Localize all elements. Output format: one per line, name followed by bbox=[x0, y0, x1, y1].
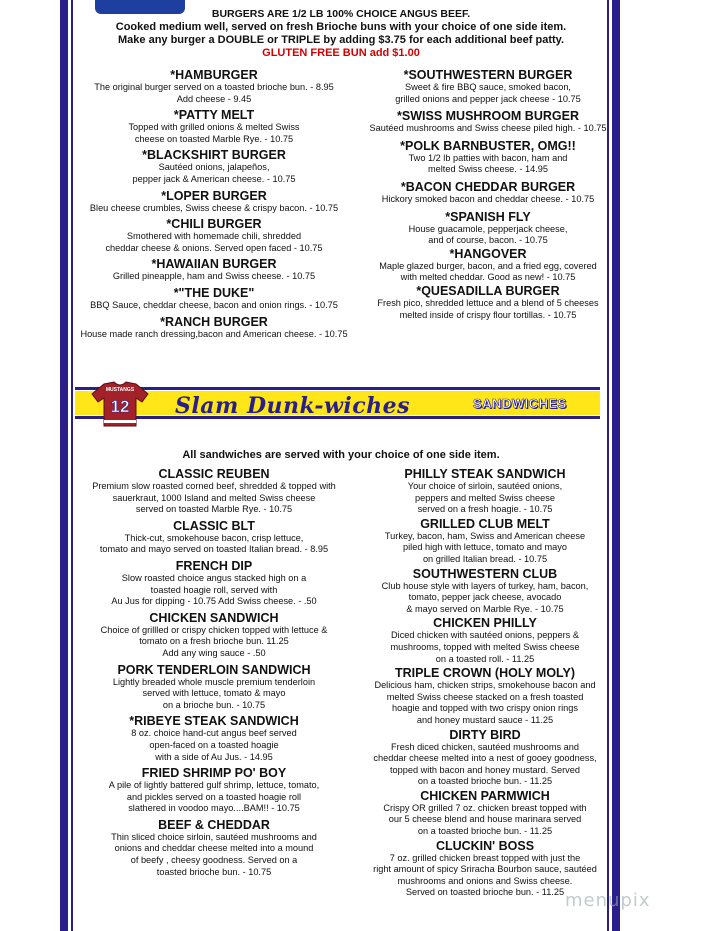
menu-item bbox=[360, 567, 610, 616]
menu-item-description: pepper jack & American cheese. - 10.75 bbox=[132, 173, 296, 184]
menu-item-title: *BACON CHEDDAR BURGER bbox=[400, 179, 576, 194]
menu-item-description: melted Swiss cheese. - 14.95 bbox=[427, 164, 548, 175]
menu-item-title: FRIED SHRIMP PO' BOY bbox=[141, 766, 287, 781]
menu-item-description: House made ranch dressing,bacon and American cheese. - 10.75 bbox=[80, 328, 348, 339]
menu-item-description: A pile of lightly battered gulf shrimp, lettuce, tomato, bbox=[108, 780, 320, 791]
menu-item-title: *HAWAIIAN BURGER bbox=[151, 257, 277, 272]
menu-item-title: FRENCH DIP bbox=[175, 558, 253, 573]
menu-item-description: 8 oz. choice hand-cut angus beef served bbox=[131, 728, 297, 739]
menu-item-description: served with lettuce, tomato & mayo bbox=[142, 688, 286, 699]
menu-item-description: on a toasted roll. - 11.25 bbox=[435, 653, 535, 664]
sandwiches-right-column bbox=[360, 467, 610, 899]
intro-line-2: Cooked medium well, served on fresh Brioche buns with your choice of one side item. bbox=[115, 21, 567, 33]
menu-item-title: *RANCH BURGER bbox=[160, 314, 268, 329]
menu-item bbox=[75, 148, 353, 185]
menu-item-description: Diced chicken with sautéed onions, peppers & bbox=[391, 630, 579, 641]
menu-item-description: BBQ Sauce, cheddar cheese, bacon and onion rings. - 10.75 bbox=[90, 299, 338, 310]
menu-item-description: Lightly breaded whole muscle premium tenderloin bbox=[112, 676, 316, 687]
menu-item-description: Sweet & fire BBQ sauce, smoked bacon, bbox=[405, 82, 571, 92]
menu-item bbox=[368, 180, 608, 206]
menu-item-description: topped with bacon and honey mustard. Served bbox=[390, 764, 580, 775]
menu-item-description: Sautéed onions, jalapeños, bbox=[158, 162, 270, 173]
menu-item-description: Club house style with layers of turkey, ham, bacon, bbox=[381, 580, 589, 591]
menu-item-description: mushrooms, topped with melted Swiss cheese bbox=[390, 641, 580, 652]
menu-item bbox=[75, 257, 353, 283]
menu-item-description: The original burger served on a toasted brioche bun. - 8.95 bbox=[94, 82, 334, 92]
menu-item-title: CLUCKIN' BOSS bbox=[435, 838, 535, 853]
menu-item-description: and of course, bacon. - 10.75 bbox=[428, 235, 548, 246]
menu-item-title: CHICKEN PHILLY bbox=[433, 616, 537, 631]
menu-item-description: tomato on a fresh brioche bun. 11.25 bbox=[139, 636, 289, 647]
menu-item bbox=[360, 789, 610, 838]
menu-item-description: on grilled Italian bread. - 10.75 bbox=[422, 553, 548, 564]
menu-item-description: Add cheese - 9.45 bbox=[176, 93, 252, 104]
menu-item-description: Crispy OR grilled 7 oz. chicken breast topped with bbox=[383, 802, 587, 813]
menu-item-description: on a brioche bun. - 10.75 bbox=[162, 699, 266, 710]
menu-item-description: Grilled pineapple, ham and Swiss cheese. - 10.75 bbox=[112, 271, 316, 282]
menu-item bbox=[75, 189, 353, 215]
menu-item-description: of beefy , cheesy goodness. Served on a bbox=[130, 855, 298, 866]
menu-item-title: *BLACKSHIRT BURGER bbox=[142, 148, 286, 163]
menu-item-description: Sautéed mushrooms and Swiss cheese piled high. - 10.75 bbox=[369, 123, 607, 134]
banner-script-title: Slam Dunk-wiches bbox=[175, 393, 411, 419]
menu-item bbox=[75, 108, 353, 145]
menu-item bbox=[75, 519, 353, 556]
menu-item bbox=[360, 666, 610, 726]
menu-item-description: peppers and melted Swiss cheese bbox=[415, 492, 555, 503]
menu-item bbox=[75, 559, 353, 608]
menu-item-title: *LOPER BURGER bbox=[161, 188, 267, 203]
burgers-left-column bbox=[75, 68, 353, 340]
menu-item-title: *SWISS MUSHROOM BURGER bbox=[397, 109, 579, 124]
menu-item-title: *"THE DUKE" bbox=[173, 285, 255, 300]
menu-item-description: Smothered with homemade chili, shredded bbox=[126, 231, 302, 242]
menu-item-title: CHICKEN SANDWICH bbox=[149, 610, 279, 625]
menu-item-description: Turkey, bacon, ham, Swiss and American cheese bbox=[384, 530, 586, 541]
menu-item-description: onions and cheddar cheese melted into a mound bbox=[114, 843, 314, 854]
menu-item-title: DIRTY BIRD bbox=[449, 727, 521, 742]
menu-item-description: tomato and mayo served on toasted Italian bread. - 8.95 bbox=[99, 544, 329, 555]
menu-item bbox=[75, 467, 353, 516]
menu-item bbox=[75, 766, 353, 815]
menu-item-description: toasted hoagie roll, served with bbox=[150, 584, 278, 595]
menu-item bbox=[75, 217, 353, 254]
menu-item bbox=[75, 663, 353, 712]
menu-item-title: CLASSIC REUBEN bbox=[158, 467, 270, 481]
menu-item-description: melted inside of crispy flour tortillas. - 10.75 bbox=[399, 309, 577, 320]
menu-item bbox=[75, 714, 353, 763]
menu-item-title: PHILLY STEAK SANDWICH bbox=[404, 467, 566, 481]
menu-item-title: *SOUTHWESTERN BURGER bbox=[403, 68, 573, 82]
menu-item-description: Slow roasted choice angus stacked high on a bbox=[121, 572, 307, 583]
menu-item-description: with melted cheddar. Good as new! - 10.75 bbox=[400, 272, 576, 283]
menu-item bbox=[368, 247, 608, 284]
menu-item-title: CLASSIC BLT bbox=[173, 518, 255, 533]
menu-item-description: toasted brioche bun. - 10.75 bbox=[156, 866, 272, 877]
menu-item bbox=[75, 818, 353, 878]
menu-item-description: Delicious ham, chicken strips, smokehouse bacon and bbox=[374, 680, 596, 691]
menu-item-description: served on a fresh hoagie. - 10.75 bbox=[417, 504, 553, 515]
menu-item-title: *HAMBURGER bbox=[170, 68, 258, 82]
menu-item-description: Served on toasted brioche bun. - 11.25 bbox=[405, 887, 565, 898]
menu-item bbox=[75, 68, 353, 105]
menu-item-description: piled high with lettuce, tomato and mayo bbox=[403, 542, 567, 553]
menu-item-description: cheddar cheese melted into a nest of gooey goodness, bbox=[373, 753, 597, 764]
sandwich-intro: All sandwiches are served with your choice of one side item. bbox=[182, 449, 500, 461]
watermark: menupix bbox=[565, 890, 651, 911]
jersey-number: 12 bbox=[110, 397, 130, 416]
menu-item-description: Fresh diced chicken, sautéed mushrooms and bbox=[391, 741, 579, 752]
menu-item-title: *CHILI BURGER bbox=[166, 217, 262, 232]
menu-item-description: with a side of Au Jus. - 14.95 bbox=[155, 751, 273, 762]
menu-item-description: Fresh pico, shredded lettuce and a blend of 5 cheeses bbox=[377, 297, 599, 308]
menu-item bbox=[75, 611, 353, 660]
menu-item bbox=[360, 467, 610, 516]
menu-item-description: sauerkraut, 1000 Island and melted Swiss cheese bbox=[112, 492, 316, 503]
menu-item-description: Hickory smoked bacon and cheddar cheese. - 10.75 bbox=[381, 193, 595, 204]
menu-item-description: tomato, pepper jack cheese, avocado bbox=[408, 592, 562, 603]
menu-item-title: TRIPLE CROWN (HOLY MOLY) bbox=[394, 666, 576, 681]
menu-item-title: CHICKEN PARMWICH bbox=[420, 788, 550, 803]
menu-item-description: on a toasted brioche bun. - 11.25 bbox=[417, 776, 553, 787]
menu-item-description: Topped with grilled onions & melted Swiss bbox=[128, 122, 300, 133]
menu-item-description: grilled onions and pepper jack cheese - 10.75 bbox=[395, 93, 581, 104]
menu-item-title: SOUTHWESTERN CLUB bbox=[412, 566, 558, 581]
menu-item-description: 7 oz. grilled chicken breast topped with just the bbox=[389, 852, 581, 863]
menu-item-description: Two 1/2 lb patties with bacon, ham and bbox=[408, 152, 568, 163]
menu-item bbox=[360, 728, 610, 788]
intro-line-3: Make any burger a DOUBLE or TRIPLE by adding $3.75 for each additional beef patty. bbox=[118, 34, 564, 46]
menu-item-description: mushrooms and onions and Swiss cheese. bbox=[397, 875, 573, 886]
menu-item-description: right amount of spicy Sriracha Bourbon sauce, sautéed bbox=[373, 864, 597, 875]
menu-item-description: hoagie and topped with two crispy onion rings bbox=[392, 703, 578, 714]
menu-item-title: *RIBEYE STEAK SANDWICH bbox=[129, 714, 299, 729]
menu-item bbox=[360, 517, 610, 566]
menu-item-description: Choice of grillled or crispy chicken topped with lettuce & bbox=[100, 624, 328, 635]
menu-item-description: Thin sliced choice sirloin, sautéed mushrooms and bbox=[111, 831, 317, 842]
menu-item-description: Bleu cheese crumbles, Swiss cheese & crispy bacon. - 10.75 bbox=[89, 202, 339, 213]
menu-item-description: and honey mustard sauce - 11.25 bbox=[416, 714, 554, 725]
burgers-right-column bbox=[368, 68, 608, 321]
menu-item bbox=[75, 315, 353, 341]
jersey-team-text: MUSTANGS bbox=[105, 387, 135, 393]
menu-item-description: cheddar cheese & onions. Served open faced - 10.75 bbox=[105, 242, 323, 253]
menu-item bbox=[75, 286, 353, 312]
menu-item bbox=[360, 616, 610, 665]
menu-item-description: Add any wing sauce - .50 bbox=[162, 647, 266, 658]
menu-item-description: Premium slow roasted corned beef, shredded & topped with bbox=[92, 481, 336, 491]
sandwich-banner bbox=[75, 380, 600, 426]
menu-item-description: and pickles served on a toasted hoagie roll bbox=[126, 791, 302, 802]
menu-item bbox=[368, 284, 608, 321]
menu-item bbox=[368, 139, 608, 176]
menu-item-description: served on toasted Marble Rye. - 10.75 bbox=[135, 504, 293, 515]
menu-item-description: Thick-cut, smokehouse bacon, crisp lettuce, bbox=[124, 532, 304, 543]
burger-intro bbox=[75, 8, 607, 60]
jersey-icon bbox=[90, 380, 150, 428]
right-border bbox=[612, 0, 620, 931]
menu-item-description: Au Jus for dipping - 10.75 Add Swiss cheese. - .50 bbox=[111, 596, 317, 607]
left-border-line bbox=[71, 0, 73, 931]
menu-item-description: our 5 cheese blend and house marinara served bbox=[388, 814, 582, 825]
menu-item-description: open-faced on a toasted hoagie bbox=[149, 739, 279, 750]
menu-item-title: *PATTY MELT bbox=[173, 108, 255, 123]
menu-item-title: *QUESADILLA BURGER bbox=[416, 283, 560, 298]
left-border bbox=[60, 0, 68, 931]
menu-item bbox=[368, 109, 608, 135]
sandwiches-left-column bbox=[75, 467, 353, 878]
banner-sandwiches-label: SANDWICHES bbox=[473, 396, 567, 411]
menu-item-description: Your choice of sirloin, sautéed onions, bbox=[407, 481, 563, 491]
menu-item-title: GRILLED CLUB MELT bbox=[420, 516, 550, 531]
intro-line-1: BURGERS ARE 1/2 LB 100% CHOICE ANGUS BEEF. bbox=[211, 8, 471, 20]
menu-item-description: House guacamole, pepperjack cheese, bbox=[408, 223, 568, 234]
menu-item bbox=[368, 68, 608, 105]
menu-item-description: slathered in voodoo mayo....BAM!! - 10.75 bbox=[128, 803, 300, 814]
gluten-free-note: GLUTEN FREE BUN add $1.00 bbox=[262, 47, 420, 59]
menu-item-description: Maple glazed burger, bacon, and a fried egg, covered bbox=[379, 260, 597, 271]
menu-item bbox=[368, 210, 608, 247]
menu-item-description: cheese on toasted Marble Rye. - 10.75 bbox=[134, 133, 294, 144]
banner-top-bar bbox=[75, 387, 600, 390]
menu-item-title: *SPANISH FLY bbox=[445, 209, 531, 224]
menu-item-title: *HANGOVER bbox=[449, 246, 527, 261]
menu-item-title: BEEF & CHEDDAR bbox=[158, 817, 270, 832]
menu-item-description: melted Swiss cheese stacked on a fresh toasted bbox=[386, 691, 584, 702]
menu-item-description: & mayo served on Marble Rye. - 10.75 bbox=[406, 603, 564, 614]
menu-item-title: PORK TENDERLOIN SANDWICH bbox=[117, 662, 311, 677]
menu-item-description: on a toasted brioche bun. - 11.25 bbox=[417, 826, 553, 837]
menu-item-title: *POLK BARNBUSTER, OMG!! bbox=[400, 138, 576, 153]
